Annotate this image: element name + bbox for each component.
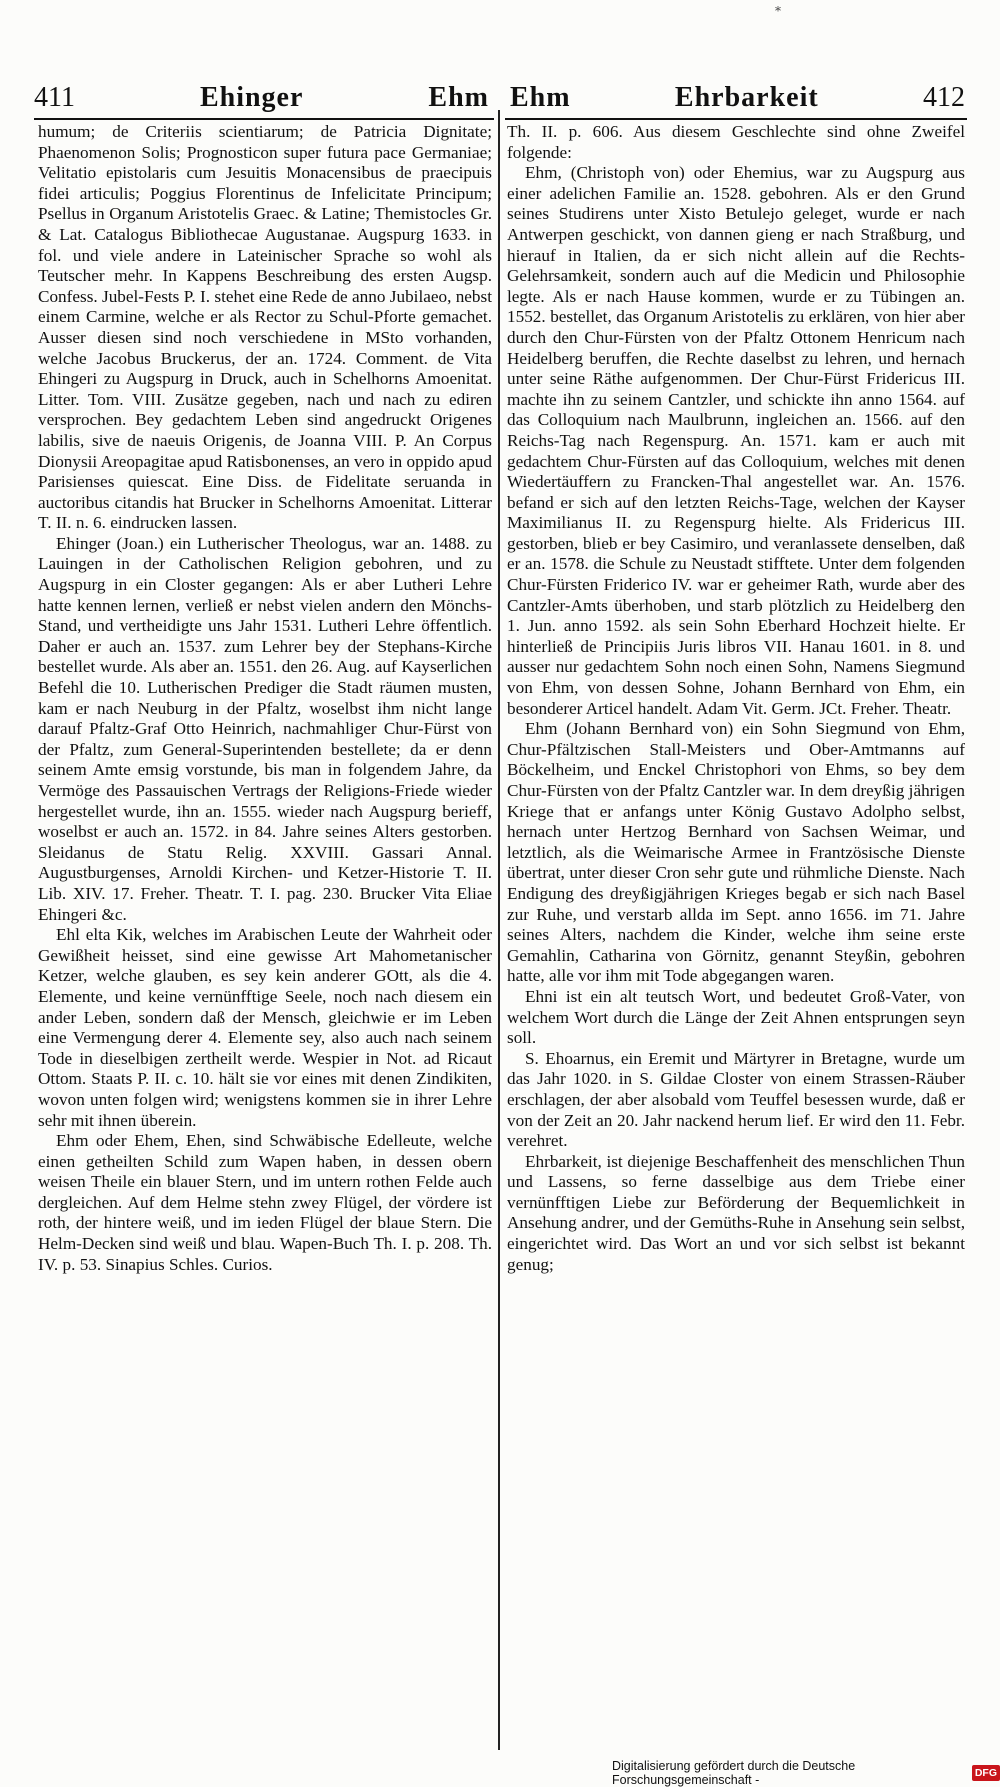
left-column (38, 122, 492, 1275)
entry-ehinger-joan: Ehinger (Joan.) ein Lutherischer Theologus, war an. 1488. zu Lauingen in der Catholischen Religion gebohren, und zu Augspurg in ein Closter gegangen: Als er aber Lutheri Lehre hatte kennen lernen, verließ er nebst vielen andern den Mönchs-Stand, und vertheidigte uns Jahr 1531. Lutheri Lehre öffentlich. Daher er auch an. 1537. zum Lehrer bey der Stephans-Kirche bestellet wurde. Als aber an. 1551. den 26. Aug. auf Kayserlichen Befehl die 10. Lutherischen Prediger die Stadt räumen musten, kam er nach Neuburg in der Pfaltz, woselbst ihm nicht lange darauf Pfaltz-Graf Otto Heinrich, nachmahliger Chur-Fürst von der Pfaltz, zum General-Superintenden bestellete; da er denn seinem Amte emsig vorstunde, bis man in folgendem Jahre, da Vermöge des Passauischen Vertrags der Religions-Friede wieder hergestellet wurde, ihn an. 1555. wieder nach Augspurg berieff, woselbst er auch an. 1572. in 84. Jahre seines Alters gestorben. Sleidanus de Statu Relig. XXVIII. Gassari Annal. Augustburgenses, Arnoldi Kirchen- und Ketzer-Historie T. II. Lib. XIV. 17. Freher. Theatr. T. I. pag. 230. Brucker Vita Eliae Ehingeri &c. (38, 533, 492, 924)
left-paragraph-1: humum; de Criteriis scientiarum; de Patricia Dignitate; Phaenomenon Solis; Prognosticon super futura pace Germaniae; Velitatio epistolaris cum Jesuitis Monacensibus de praecipuis fidei articulis; Poggius Florentinus de Infelicitate Principum; Psellus in Organum Aristotelis Graec. & Latine; Themistocles Gr. & Lat. Catalogus Bibliothecae Augustanae. Augspurg 1633. in fol. und viele andere in Lateinischer Sprache so wohl als Teutscher mehr. In Kappens Beschreibung des ersten Augsp. Confess. Jubel-Fests P. I. stehet eine Rede de anno Jubilaeo, nebst einem Carmine, welche er als Rector zu Schul-Pforte gemachet. Ausser diesen sind noch verschiedene in MSto vorhanden, welche Jacobus Bruckerus, der an. 1724. Comment. de Vita Ehingeri zu Augspurg in Druck, auch in Schelhorns Amoenitat. Litter. Tom. VIII. Zusätze gegeben, nach und nach zu ediren versprochen. Bey gedachtem Leben sind angedruckt Origenes labilis, sive de naeuis Origenis, de Joanna VIII. P. An Corpus Dionysii Areopagitae apud Ratisbonenses, an vero in oppido apud Parisienses quiescat. Eine Diss. de Fidelitate seruanda in auctoribus citandis hat Brucker in Schelhorns Amoenitat. Litterar T. II. n. 6. eindrucken lassen. (38, 122, 492, 533)
header-right-word1: Ehm (510, 82, 571, 113)
entry-ehrbarkeit: Ehrbarkeit, ist diejenige Beschaffenheit des menschlichen Thun und Lassens, so ferne dasselbige aus dem Triebe einer vernünfftigen Liebe zur Beförderung der Bequemlichkeit in Ansehung andrer, und der Gemüths-Ruhe in Ansehung sein selbst, eingerichtet wird. Das Wort an und vor sich selbst ist bekannt genug; (507, 1151, 965, 1274)
header-right (510, 82, 965, 118)
header-left-word1: Ehinger (199, 82, 304, 113)
entry-ehm-christoph: Ehm, (Christoph von) oder Ehemius, war zu Augspurg aus einer adelichen Familie an. 1528. gebohren. Als er den Grund seines Studirens unter Xisto Betulejo geleget, wurde er nach Antwerpen geschickt, von dannen gieng er nach Straßburg, und hierauf in Italien, da er sich nicht allein auf die Rechts-Gelehrsamkeit, sondern auch auf die Medicin und Philosophie legte. Als er nach Hause kommen, wurde er zu Tübingen an. 1552. bestellet, das Organum Aristotelis zu erklären, von hier aber durch den Chur-Fürsten von der Pfaltz Ottonem Henricum nach Heidelberg beruffen, die Rechte daselbst zu lehren, und hernach unter seine Räthe aufgenommen. Der Chur-Fürst Fridericus III. machte ihn zu seinem Cantzler, und schickte ihn anno 1564. auf das Colloquium nach Maulbrunn, ingleichen an. 1566. auf den Reichs-Tag nach Regenspurg. An. 1571. kam er auch mit gedachtem Chur-Fürsten auf das Colloquium, welches mit denen Wiedertäuffern zu Francken-Thal angestellet war. An. 1576. befand er sich auf den letzten Reichs-Tage, welchen der Kayser Maximilianus II. zu Regenspurg hielte. Als Fridericus III. gestorben, blieb er bey Casimiro, und veranlassete denselben, daß er an. 1578. die Schule zu Neustadt stifftete. Unter dem folgenden Chur-Fürsten Friderico IV. war er geheimer Rath, wurde aber des Cantzler-Amts überhoben, und starb plötzlich zu Heidelberg den 1. Jun. anno 1592. als sein Sohn Eberhard Hochzeit hielte. Er hinterließ de Principiis Juris libros VII. Hanau 1601. in 8. und ausser nur gedachtem Sohn noch einen Sohn, Namens Siegmund von Ehm, von dessen Sohne, Johann Bernhard von Ehm, ein besonderer Articel handelt. Adam Vit. Germ. JCt. Freher. Theatr. (507, 163, 965, 718)
footer-credit (612, 1759, 1000, 1787)
entry-ehoarnus: S. Ehoarnus, ein Eremit und Märtyrer in Bretagne, wurde um das Jahr 1020. in S. Gildae Closter von einem Strassen-Räuber erschlagen, der aber alsobald vom Teuffel besessen wurde, daß er von der Zeit an 20. Jahr nackend herum lief. Er wird den 11. Febr. verehret. (507, 1048, 965, 1151)
footer-text: Digitalisierung gefördert durch die Deutsche Forschungsgemeinschaft - (612, 1759, 856, 1787)
entry-ehni: Ehni ist ein alt teutsch Wort, und bedeutet Groß-Vater, von welchem Wort durch die Länge der Zeit Ahnen entsprungen seyn soll. (507, 986, 965, 1048)
header-rule-right (505, 118, 967, 120)
dfg-logo: DFG (972, 1765, 1000, 1781)
header-rule-left (34, 118, 494, 120)
page-number-left: 411 (34, 82, 75, 113)
page-number-right: 412 (922, 82, 965, 113)
entry-ehl-elta-kik: Ehl elta Kik, welches im Arabischen Leute der Wahrheit oder Gewißheit heisset, sind eine gewisse Art Mahometanischer Ketzer, welche glauben, es sey kein anderer GOtt, als die 4. Elemente, und keine vernünfftige Seele, noch nach diesem ein ander Leben, sondern daß der Mensch, gleichwie er im Leben eine Vermengung derer 4. Elemente sey, also auch nach seinem Tode in dieselbigen zertheilt werde. Wespier in Not. ad Ricaut Ottom. Staats P. II. c. 10. hält sie vor eines mit denen Zindikiten, wovon unten folgen wird; wenigstens kommen sie in ihrer Lehre sehr mit ihnen überein. (38, 925, 492, 1130)
entry-ehm-oder-ehem: Ehm oder Ehem, Ehen, sind Schwäbische Edelleute, welche einen getheilten Schild zum Wapen haben, in dessen obern weisen Theile ein blauer Stern, und im untern rothen Felde auch dergleichen. Auf dem Helme stehn zwey Flügel, der vördere ist roth, der hintere weiß, und im ieden Flügel der blaue Stern. Die Helm-Decken sind weiß und blau. Wapen-Buch Th. I. p. 208. Th. IV. p. 53. Sinapius Schles. Curios. (38, 1131, 492, 1274)
column-divider (498, 110, 500, 1750)
right-paragraph-1: Th. II. p. 606. Aus diesem Geschlechte sind ohne Zweifel folgende: (507, 122, 965, 162)
stray-mark: * (775, 4, 781, 18)
header-left-word2: Ehm (428, 82, 489, 113)
header-left (34, 82, 489, 118)
right-column (507, 122, 965, 1275)
header-right-word2: Ehrbarkeit (674, 82, 819, 113)
entry-ehm-johann-bernhard: Ehm (Johann Bernhard von) ein Sohn Siegmund von Ehm, Chur-Pfältzischen Stall-Meisters und Ober-Amtmanns auf Böckelheim, und Enckel Christophori von Ehms, so bey dem Chur-Fürsten von der Pfaltz Cantzler war. In dem dreyßig jährigen Kriege that er anfangs unter König Gustavo Adolpho selbst, hernach unter Hertzog Bernhard von Sachsen Weimar, und letztlich, als die Weimarische Armee in Frantzösische Dienste übertrat, unter dieser Cron sehr gute und rühmliche Dienste. Nach Endigung des dreyßigjährigen Krieges begab er sich nach Basel zur Ruhe, und verstarb allda im Sept. anno 1656. im 71. Jahre seines Alters, nachdem die Kinder, welche ihm seine erste Gemahlin, Catharina von Görnitz, genannt Steyßin, gebohren hatte, alle vor ihm mit Tode abgegangen waren. (507, 719, 965, 986)
